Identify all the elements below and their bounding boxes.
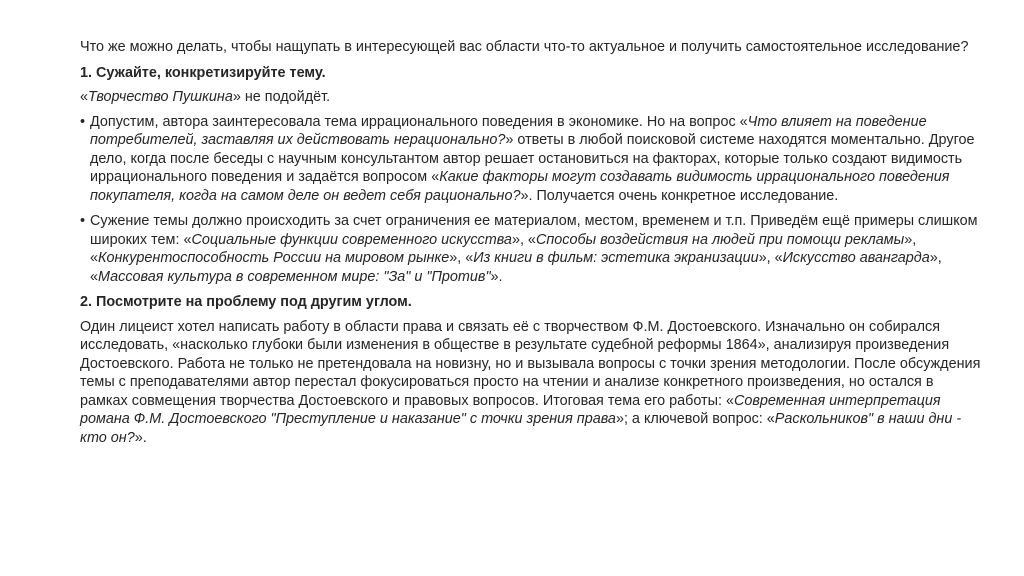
dostoevsky-paragraph [80, 318, 984, 448]
example-rest: » не подойдёт. [232, 89, 331, 105]
bullet-icon: • [80, 213, 86, 229]
heading-narrow-topic: 1. Сужайте, конкретизируйте тему. [80, 64, 326, 81]
bullet-text: », « [758, 250, 783, 266]
bullet-text: » ответы в любой поисковой системе находятся моментально. Другое дело, когда после беседы с научным консультантом автор решает остановиться на факторах, которые только создают видимость иррационального поведения и задаётся вопросом « [90, 132, 975, 185]
bullet-text: ». [490, 268, 503, 285]
paragraph-text: ». [134, 429, 147, 446]
key-question-italic: Раскольников" в наши дни - кто он? [80, 411, 962, 446]
bullet-text: », « [449, 250, 474, 266]
example-pushkin [80, 88, 984, 107]
example-topic: Способы воздействия на людей при помощи рекламы [535, 231, 905, 248]
example-italic-title: Творчество Пушкина [88, 89, 233, 105]
bullet-text: Допустим, автора заинтересовала тема иррационального поведения в экономике. Но на вопрос « [90, 113, 748, 130]
paragraph-text: Один лицеист хотел написать работу в области права и связать её с творчеством Ф.М. Достоевского. Изначально он собирался исследовать, «насколько глубоки были изменения в обществе в результате судебной реформы 1864», анализируя произведения Достоевского. Работа не только не претендовала на новизну, но и вызывала вопросы с точки зрения методологии. После обсуждения темы с преподавателями автор перестал фокусироваться просто на чтении и анализе конкретного произведения, но остался в рамках совмещения творчества Достоевского и правовых вопросов. Итоговая тема его работы: « [80, 318, 981, 409]
paragraph-text: »; а ключевой вопрос: « [615, 411, 775, 427]
example-topic: Искусство авангарда [782, 250, 930, 266]
heading-other-angle: 2. Посмотрите на проблему под другим углом. [80, 294, 412, 310]
example-topic: Массовая культура в современном мире: "За" и "Против" [98, 268, 491, 285]
bullet-text: », « [90, 250, 942, 285]
bullet-italic-question: Какие факторы могут создавать видимость иррационального поведения покупателя, когда на самом деле он ведет себя рационально? [90, 169, 950, 204]
bullet-economics-example [80, 113, 984, 206]
example-open-quote: « [80, 89, 89, 105]
bullet-text: », « [511, 231, 536, 248]
bullet-icon: • [80, 113, 86, 130]
bullet-text: Сужение темы должно происходить за счет ограничения ее материалом, местом, временем и т.п. Приведём ещё примеры слишком широких тем: « [90, 213, 978, 248]
intro-paragraph: Что же можно делать, чтобы нащупать в интересующей вас области что-то актуальное и получить самостоятельное исследование? [80, 39, 969, 55]
example-topic: Конкурентоспособность России на мировом рынке [98, 250, 450, 266]
bullet-italic-question: Что влияет на поведение потребителей, заставляя их действовать нерационально? [90, 113, 927, 148]
bullet-text: ». Получается очень конкретное исследование. [520, 187, 839, 204]
bullet-text: », « [90, 231, 917, 266]
final-topic-italic: Современная интерпретация романа Ф.М. Достоевского "Преступление и наказание" с точки зрения права [80, 392, 941, 427]
bullet-narrowing-examples [80, 212, 984, 286]
example-topic: Социальные функции современного искусства [191, 231, 512, 248]
example-topic: Из книги в фильм: эстетика экранизации [473, 250, 759, 266]
